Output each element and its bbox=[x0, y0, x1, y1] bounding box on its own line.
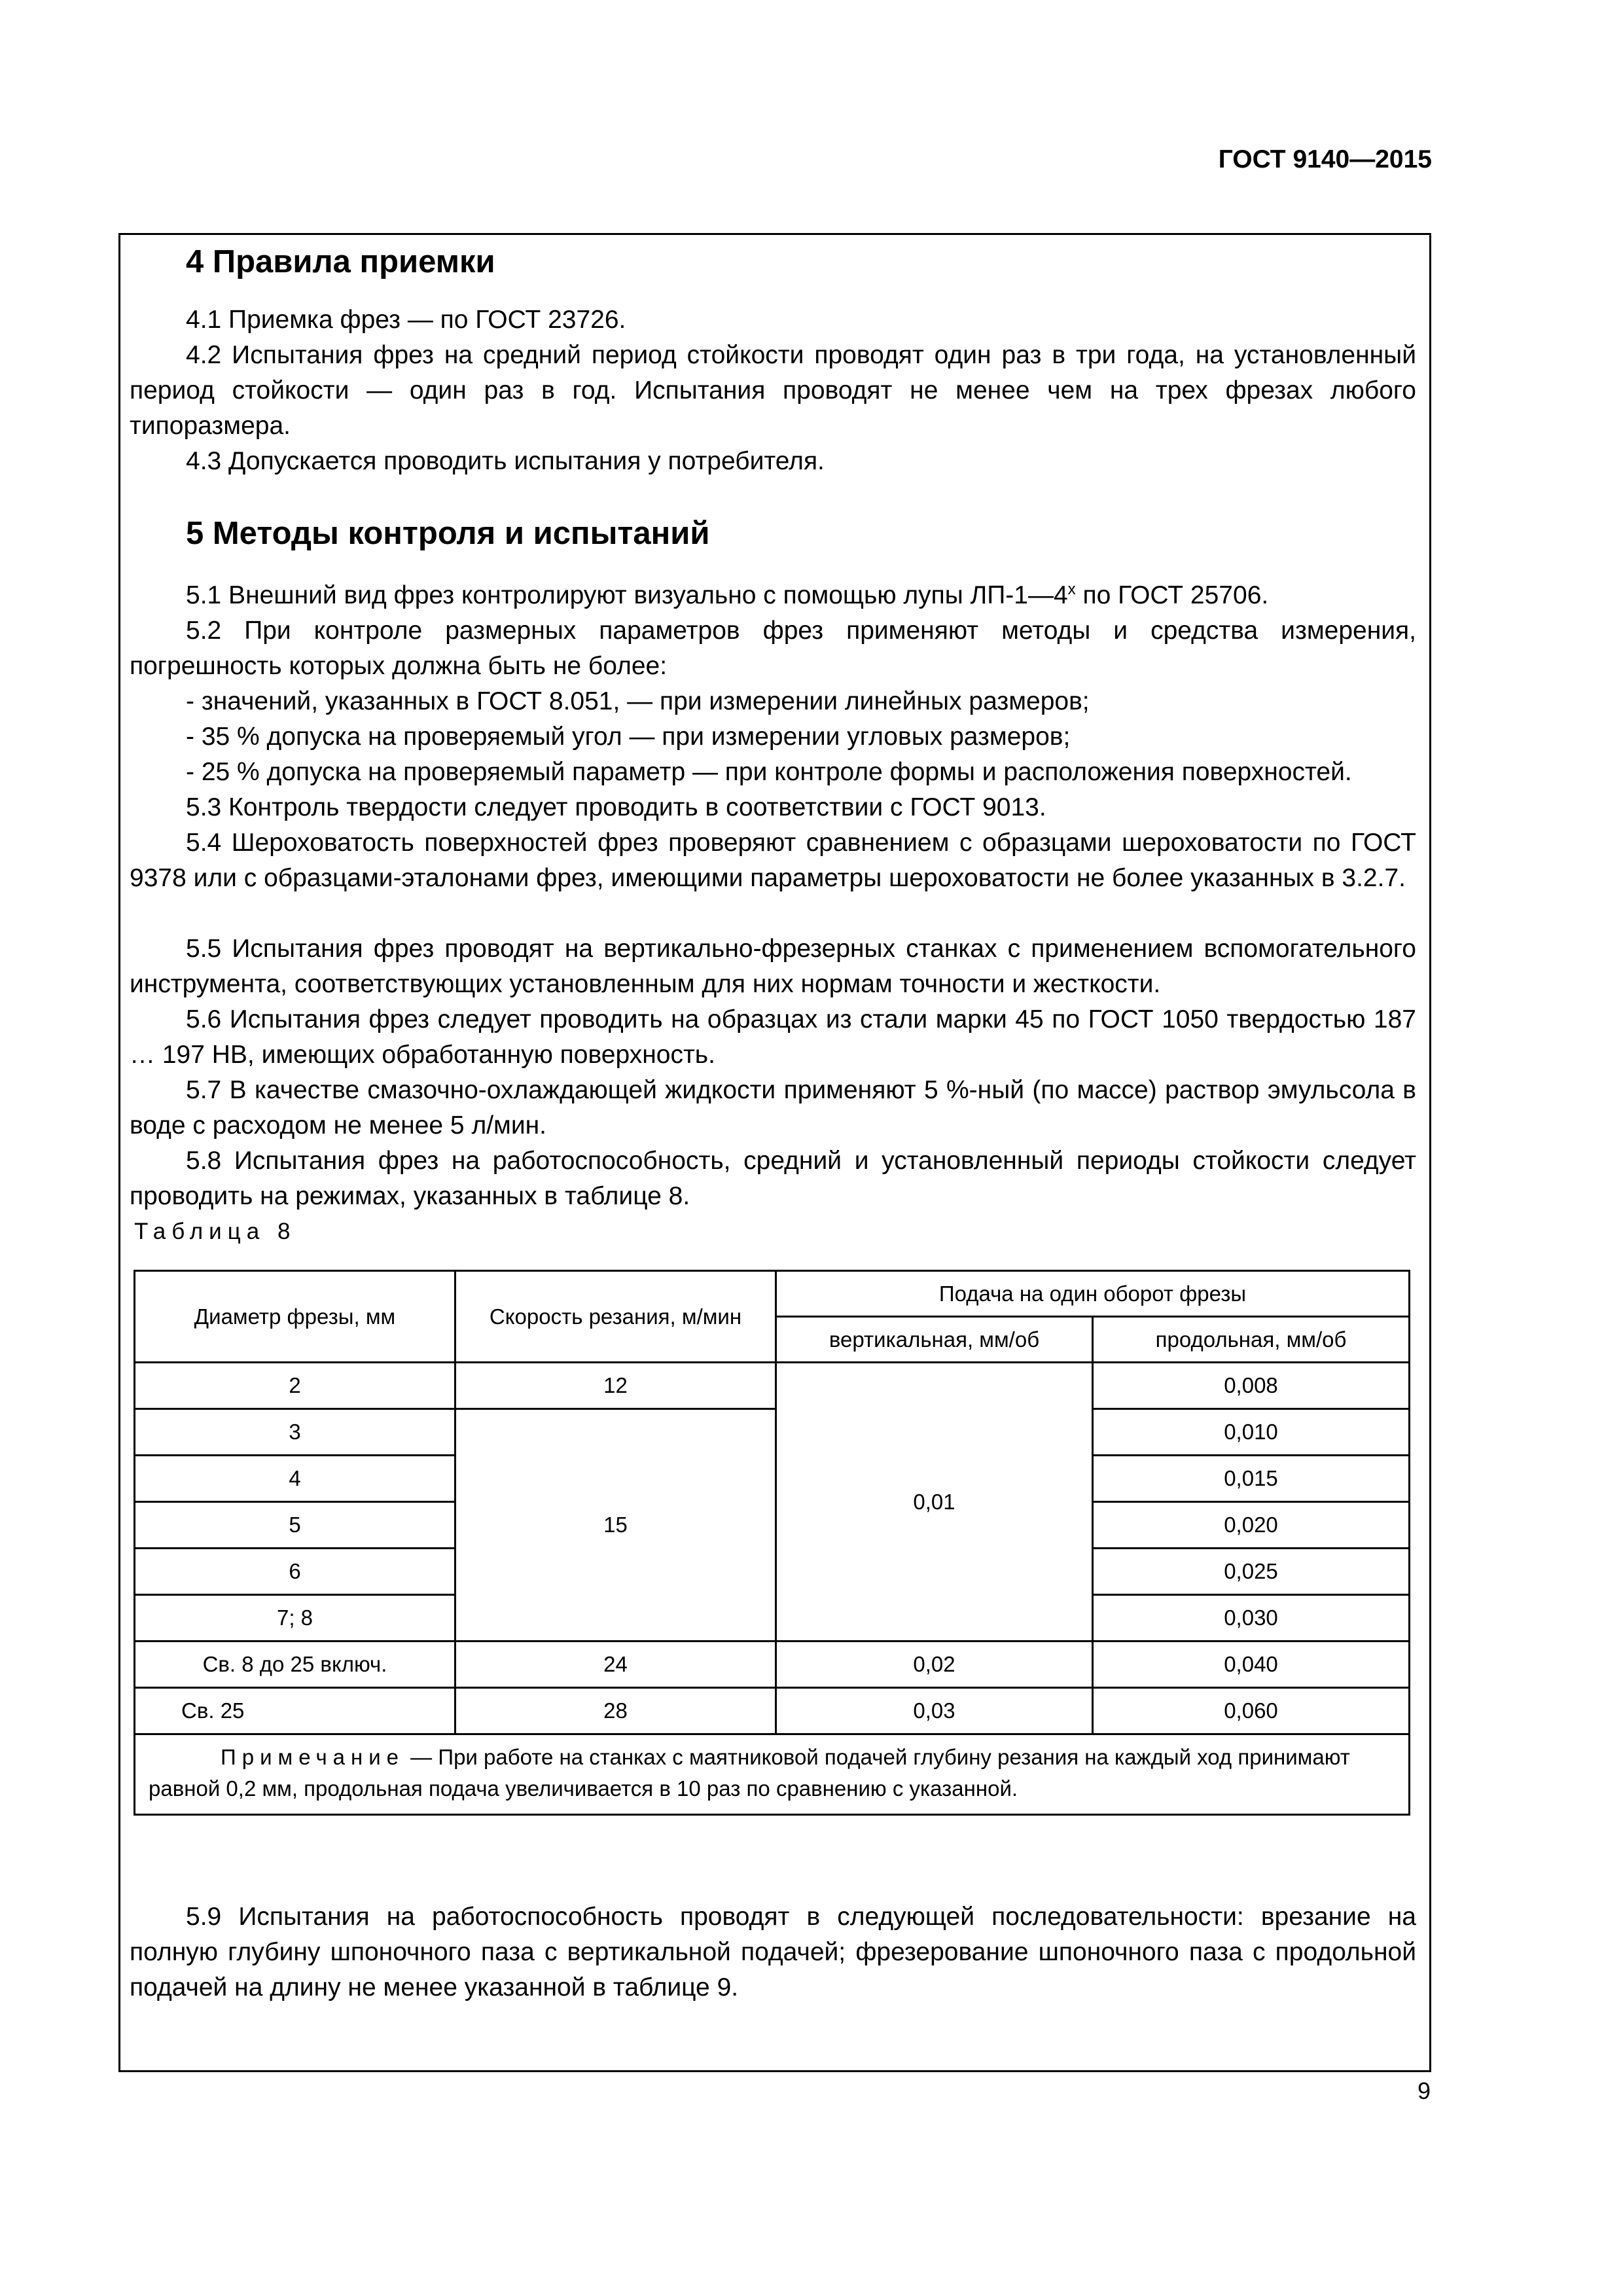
cell-speed: 24 bbox=[455, 1641, 776, 1688]
section-5-title: 5 Методы контроля и испытаний bbox=[186, 516, 710, 551]
cell-speed: 15 bbox=[455, 1409, 776, 1641]
cell-longitudinal: 0,060 bbox=[1093, 1688, 1410, 1734]
table-row bbox=[135, 1641, 1410, 1688]
para-5-8: 5.8 Испытания фрез на работоспособность, средний и установленный периоды стойкости следует проводить на режимах, указанных в таблице 8. bbox=[130, 1147, 1416, 1210]
cell-diameter: 6 bbox=[135, 1549, 455, 1595]
note-label: Примечание bbox=[221, 1745, 405, 1769]
cell-speed: 12 bbox=[455, 1363, 776, 1409]
cell-longitudinal: 0,040 bbox=[1093, 1641, 1410, 1688]
cell-longitudinal: 0,015 bbox=[1093, 1456, 1410, 1502]
table-row bbox=[135, 1409, 1410, 1456]
cell-diameter: 7; 8 bbox=[135, 1595, 455, 1641]
para-4-1: 4.1 Приемка фрез — по ГОСТ 23726. bbox=[186, 306, 626, 334]
table-8-label: Таблица 8 bbox=[134, 1219, 296, 1244]
cell-longitudinal: 0,020 bbox=[1093, 1502, 1410, 1549]
cell-diameter: 3 bbox=[135, 1409, 455, 1456]
table-8 bbox=[134, 1270, 1410, 1816]
cell-vertical: 0,02 bbox=[776, 1641, 1093, 1688]
cell-diameter: 5 bbox=[135, 1502, 455, 1549]
para-4-2: 4.2 Испытания фрез на средний период стойкости проводят один раз в три года, на установленный период стойкости — один раз в год. Испытания проводят не менее чем на трех фрезах любого типоразмера. bbox=[130, 341, 1416, 440]
header-vertical: вертикальная, мм/об bbox=[776, 1317, 1093, 1363]
header-feed: Подача на один оборот фрезы bbox=[776, 1271, 1410, 1317]
para-4-3: 4.3 Допускается проводить испытания у потребителя. bbox=[186, 447, 825, 475]
table-row bbox=[135, 1363, 1410, 1409]
cell-vertical: 0,03 bbox=[776, 1688, 1093, 1734]
para-5-7: 5.7 В качестве смазочно-охлаждающей жидкости применяют 5 %-ный (по массе) раствор эмульсола в воде с расходом не менее 5 л/мин. bbox=[130, 1076, 1416, 1139]
para-5-5: 5.5 Испытания фрез проводят на вертикально-фрезерных станках с применением вспомогательного инструмента, соответствующих установленным для них нормам точности и жесткости. bbox=[130, 935, 1416, 998]
para-5-3: 5.3 Контроль твердости следует проводить в соответствии с ГОСТ 9013. bbox=[186, 793, 1046, 821]
document-code: ГОСТ 9140—2015 bbox=[1218, 145, 1432, 173]
section-4-title: 4 Правила приемки bbox=[186, 244, 495, 279]
cell-diameter: Св. 25 bbox=[135, 1688, 455, 1734]
header-speed: Скорость резания, м/мин bbox=[455, 1271, 776, 1363]
cell-diameter: 2 bbox=[135, 1363, 455, 1409]
cell-vertical: 0,01 bbox=[776, 1363, 1093, 1641]
header-diameter: Диаметр фрезы, мм bbox=[135, 1271, 455, 1363]
para-5-1-sup: x bbox=[1067, 581, 1076, 598]
table-row bbox=[135, 1688, 1410, 1734]
bullet-1: - значений, указанных в ГОСТ 8.051, — при измерении линейных размеров; bbox=[186, 687, 1090, 715]
table-note-row bbox=[135, 1734, 1410, 1815]
bullet-2: - 35 % допуска на проверяемый угол — при измерении угловых размеров; bbox=[186, 723, 1071, 751]
page-number: 9 bbox=[1417, 2077, 1431, 2104]
cell-longitudinal: 0,030 bbox=[1093, 1595, 1410, 1641]
cell-longitudinal: 0,008 bbox=[1093, 1363, 1410, 1409]
table-note bbox=[135, 1734, 1410, 1815]
cell-diameter: 4 bbox=[135, 1456, 455, 1502]
para-5-2: 5.2 При контроле размерных параметров фрез применяют методы и средства измерения, погрешность которых должна быть не более: bbox=[130, 617, 1416, 680]
para-5-6: 5.6 Испытания фрез следует проводить на образцах из стали марки 45 по ГОСТ 1050 твердостью 187 … 197 НВ, имеющих обработанную поверхность. bbox=[130, 1005, 1416, 1069]
para-5-1-post: по ГОСТ 25706. bbox=[1075, 581, 1269, 609]
cell-longitudinal: 0,010 bbox=[1093, 1409, 1410, 1456]
cell-speed: 28 bbox=[455, 1688, 776, 1734]
para-5-9: 5.9 Испытания на работоспособность проводят в следующей последовательности: врезание на полную глубину шпоночного паза с вертикальной подачей; фрезерование шпоночного паза с продольной подачей на длину не менее указанной в таблице 9. bbox=[130, 1903, 1416, 2001]
para-5-1-pre: 5.1 Внешний вид фрез контролируют визуально с помощью лупы ЛП-1—4 bbox=[186, 581, 1068, 609]
cell-longitudinal: 0,025 bbox=[1093, 1549, 1410, 1595]
cell-diameter: Св. 8 до 25 включ. bbox=[135, 1641, 455, 1688]
bullet-3: - 25 % допуска на проверяемый параметр — при контроле формы и расположения поверхностей. bbox=[186, 758, 1352, 786]
header-longitudinal: продольная, мм/об bbox=[1093, 1317, 1410, 1363]
para-5-4: 5.4 Шероховатость поверхностей фрез проверяют сравнением с образцами шероховатости по ГОСТ 9378 или с образцами-эталонами фрез, имеющими параметры шероховатости не более указанных в 3.2.7. bbox=[130, 829, 1416, 892]
note-text: — При работе на станках с маятниковой подачей глубину резания на каждый ход принимают равной 0,2 мм, продольная подача увеличивается в 10 раз по сравнению с указанной. bbox=[149, 1745, 1350, 1801]
para-5-1 bbox=[130, 578, 1416, 613]
